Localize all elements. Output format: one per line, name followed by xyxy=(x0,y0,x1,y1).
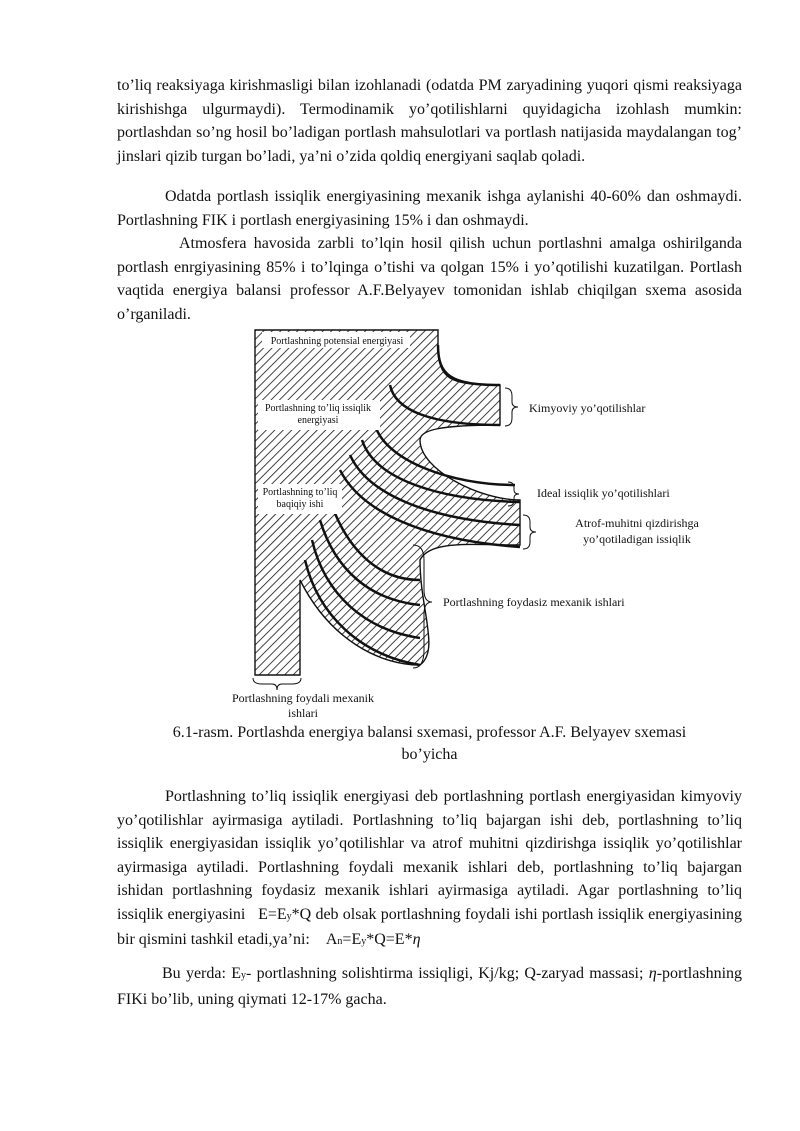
label-useful-mechanical-work-line1: Portlashning foydali mexanik xyxy=(232,691,374,705)
label-useless-mechanical-work: Portlashning foydasiz mexanik ishlari xyxy=(443,595,625,609)
label-environment-heat-line1: Atrof-muhitni qizdirishga xyxy=(575,516,699,530)
paragraph-1: to’liq reaksiyaga kirishmasligi bilan izohlanadi (odatda PM zaryadining yuqori qismi reaksiyaga kirishishga ulgurmaydi). Termodinamik yo’qotilishlarni quyidagicha izohlash mumkin: portlashdan so’ng hosil bo’ladigan portlash mahsulotlari va portlash natijasida maydalangan tog’ jinslari qizib turgan bo’ladi, ya’ni o’zida qoldiq energiyani saqlab qoladi. xyxy=(117,77,742,165)
caption-line-1: 6.1-rasm. Portlashda energiya balansi sxemasi, professor A.F. Belyayev sxemasi xyxy=(172,724,687,741)
formula-useful-work: An=Ey*Q=E*η xyxy=(325,931,421,948)
paragraph-4-text: Portlashning to’liq issiqlik energiyasi deb portlashning portlash energiyasidan kimyoviy yo’qotilishlar ayirmasiga aytiladi. Portlashning to’liq bajargan ishi deb, portlashning to’liq issiqlik energiyasidan issiqlik yo’qotilishlar va atrof muhitni qizdirishga issiqlik yo’qotilishlar ayirmasiga aytiladi. Portlashning foydali mexanik ishlari deb, portlashning to’liq bajargan ishidan portlashning foydasiz mexanik ishlari ayirmasiga aytiladi. Agar portlashning to’liq issiqlik energiyasini xyxy=(117,788,742,923)
figure-caption xyxy=(117,722,742,766)
label-useful-mechanical-work-line2: ishlari xyxy=(288,706,318,720)
label-full-work-line1: Portlashning to’liq xyxy=(262,487,338,498)
brace-environment xyxy=(523,515,536,549)
label-chemical-losses: Kimyoviy yo’qotilishlar xyxy=(529,401,646,415)
paragraph-5: Bu yerda: Ey- portlashning solishtirma issiqligi, Kj/kg; Q-zaryad massasi; η-portlashning FIKi bo’lib, uning qiymati 12-17% gacha. xyxy=(117,965,743,1008)
label-full-work-line2: baqiqiy ishi xyxy=(276,499,324,510)
label-full-heat-line1: Portlashning to’liq issiqlik xyxy=(264,403,372,414)
brace-chemical xyxy=(505,388,518,426)
label-full-heat-line2: energiyasi xyxy=(297,415,339,426)
label-environment-heat-line2: yo’qotiladigan issiqlik xyxy=(583,532,691,546)
paragraph-3: Atmosfera havosida zarbli to’lqin hosil qilish uchun portlashni amalga oshirilganda portlash enrgiyasining 85% i to’lqinga o’tishi va qolgan 15% i yo’qotilishi kuzatilgan. Portlash vaqtida energiya balansi professor A.F.Belyayev tomonidan ishlab chiqilgan sxema asosida o’rganiladi. xyxy=(117,235,742,323)
formula-full-heat: E=Ey*Q xyxy=(258,905,312,923)
paragraph-4 xyxy=(117,785,742,954)
label-potential-energy: Portlashning potensial energiyasi xyxy=(270,336,404,347)
paragraph-4-tail: deb olsak portlashning foydali ishi portlash issiqlik energiyasining bir qismini tashkil etadi,ya’ni: xyxy=(117,905,743,948)
label-ideal-heat-losses: Ideal issiqlik yo’qotilishlari xyxy=(537,486,670,500)
brace-useful xyxy=(253,678,301,690)
caption-line-2: bo’yicha xyxy=(401,746,458,763)
paragraph-2: Odatda portlash issiqlik energiyasining mexanik ishga aylanishi 40-60% dan oshmaydi. Portlashning FIK i portlash energiyasining 15% i dan oshmaydi. xyxy=(117,188,742,229)
